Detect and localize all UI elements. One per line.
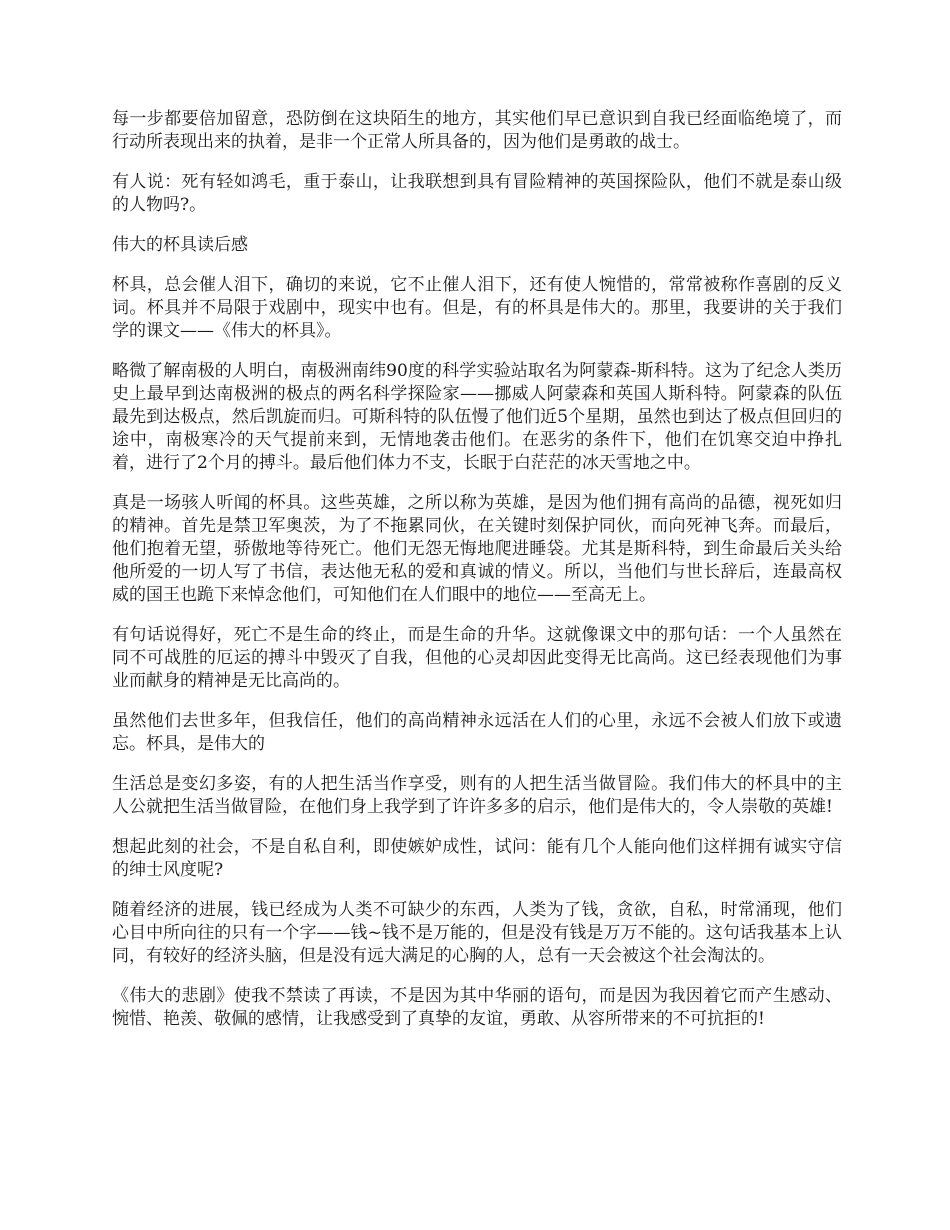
paragraph-5: 略微了解南极的人明白，南极洲南纬90度的科学实验站取名为阿蒙森-斯科特。这为了纪念人类历史上最早到达南极洲的极点的两名科学探险家——挪威人阿蒙森和英国人斯科特。阿蒙森的队伍最先到达极点，然后凯旋而归。可斯科特的队伍慢了他们近5个星期，虽然也到达了极点但回归的途中，南极寒冷的天气提前来到，无情地袭击他们。在恶劣的条件下，他们在饥寒交迫中挣扎着，进行了2个月的搏斗。最后他们体力不支，长眠于白茫茫的冰天雪地之中。 [112, 361, 842, 473]
paragraph-9: 生活总是变幻多姿，有的人把生活当作享受，则有的人把生活当做冒险。我们伟大的杯具中的主人公就把生活当做冒险，在他们身上我学到了许许多多的启示，他们是伟大的，令人崇敬的英雄! [112, 774, 842, 817]
paragraph-11: 随着经济的进展，钱已经成为人类不可缺少的东西，人类为了钱，贪欲，自私，时常涌现，他们心目中所向往的只有一个字——钱~钱不是万能的，但是没有钱是万万不能的。这句话我基本上认同，有较好的经济头脑，但是没有远大满足的心胸的人，总有一天会被这个社会淘汰的。 [112, 900, 842, 966]
paragraph-1: 每一步都要倍加留意，恐防倒在这块陌生的地方，其实他们早已意识到自我已经面临绝境了，而行动所表现出来的执着，是非一个正常人所具备的，因为他们是勇敢的战士。 [112, 109, 842, 152]
paragraph-4: 杯具，总会催人泪下，确切的来说，它不止催人泪下，还有使人惋惜的，常常被称作喜剧的反义词。杯具并不局限于戏剧中，现实中也有。但是，有的杯具是伟大的。那里，我要讲的关于我们学的课文——《伟大的杯具》。 [112, 275, 842, 341]
paragraph-7: 有句话说得好，死亡不是生命的终止，而是生命的升华。这就像课文中的那句话：一个人虽然在同不可战胜的厄运的搏斗中毁灭了自我，但他的心灵却因此变得无比高尚。这已经表现他们为事业而献身的精神是无比高尚的。 [112, 625, 842, 691]
paragraph-12: 《伟大的悲剧》使我不禁读了再读，不是因为其中华丽的语句，而是因为我因着它而产生感动、惋惜、艳羡、敬佩的感情，让我感受到了真挚的友谊，勇敢、从容所带来的不可抗拒的! [112, 986, 842, 1029]
paragraph-8: 虽然他们去世多年，但我信任，他们的高尚精神永远活在人们的心里，永远不会被人们放下或遗忘。杯具，是伟大的 [112, 711, 842, 754]
paragraph-10: 想起此刻的社会，不是自私自利，即使嫉妒成性，试问：能有几个人能向他们这样拥有诚实守信的绅士风度呢? [112, 837, 842, 880]
paragraph-6: 真是一场骇人听闻的杯具。这些英雄，之所以称为英雄，是因为他们拥有高尚的品德，视死如归的精神。首先是禁卫军奥茨，为了不拖累同伙，在关键时刻保护同伙，而向死神飞奔。而最后，他们抱着无望，骄傲地等待死亡。他们无怨无悔地爬进睡袋。尤其是斯科特，到生命最后关头给他所爱的一切人写了书信，表达他无私的爱和真诚的情义。所以，当他们与世长辞后，连最高权威的国王也跪下来悼念他们，可知他们在人们眼中的地位——至高无上。 [112, 493, 842, 605]
paragraph-2: 有人说：死有轻如鸿毛，重于泰山，让我联想到具有冒险精神的英国探险队，他们不就是泰山级的人物吗?。 [112, 172, 842, 215]
document-page [112, 108, 842, 1048]
section-heading: 伟大的杯具读后感 [112, 235, 248, 255]
